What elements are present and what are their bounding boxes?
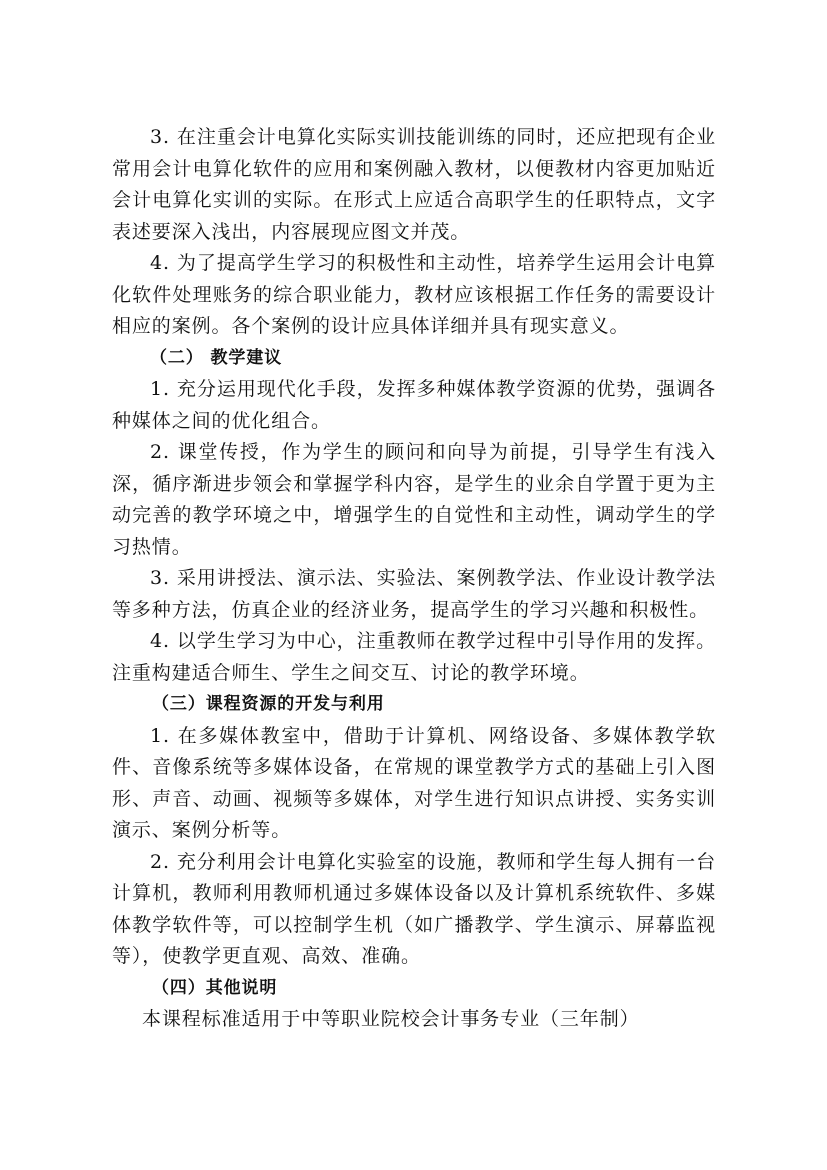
paragraph-teaching-1: 1. 充分运用现代化手段，发挥多种媒体教学资源的优势，强调各种媒体之间的优化组合。 <box>112 378 716 432</box>
paragraph-teaching-2: 2. 课堂传授，作为学生的顾问和向导为前提，引导学生有浅入深，循序渐进步领会和掌握学科内容，是学生的业余自学置于更为主动完善的教学环境之中，增强学生的自觉性和主动性，调动学生的学习热情。 <box>112 441 716 558</box>
section-heading-teaching-suggestions: （二） 教学建议 <box>150 347 283 368</box>
paragraph-teaching-3: 3. 采用讲授法、演示法、实验法、案例教学法、作业设计教学法等多种方法，仿真企业的经济业务，提高学生的学习兴趣和积极性。 <box>112 567 716 621</box>
paragraph-textbook-4: 4. 为了提高学生学习的积极性和主动性，培养学生运用会计电算化软件处理账务的综合职业能力，教材应该根据工作任务的需要设计相应的案例。各个案例的设计应具体详细并具有现实意义。 <box>112 252 716 337</box>
paragraph-resources-1: 1. 在多媒体教室中，借助于计算机、网络设备、多媒体教学软件、音像系统等多媒体设备，在常规的课堂教学方式的基础上引入图形、声音、动画、视频等多媒体，对学生进行知识点讲授、实务实训演示、案例分析等。 <box>112 724 716 841</box>
section-heading-course-resources: （三）课程资源的开发与利用 <box>152 694 385 714</box>
section-heading-other-notes: （四）其他说明 <box>152 977 278 998</box>
paragraph-teaching-4: 4. 以学生学习为中心，注重教师在教学过程中引导作用的发挥。注重构建适合师生、学生之间交互、讨论的教学环境。 <box>112 630 716 684</box>
document-body <box>112 122 716 1036</box>
paragraph-resources-2: 2. 充分利用会计电算化实验室的设施，教师和学生每人拥有一台计算机，教师利用教师机通过多媒体设备以及计算机系统软件、多媒体教学软件等，可以控制学生机（如广播教学、学生演示、屏幕监视等），使教学更直观、高效、准确。 <box>112 850 716 967</box>
paragraph-textbook-3: 3. 在注重会计电算化实际实训技能训练的同时，还应把现有企业常用会计电算化软件的应用和案例融入教材，以便教材内容更加贴近会计电算化实训的实际。在形式上应适合高职学生的任职特点，文字表述要深入浅出，内容展现应图文并茂。 <box>112 126 716 243</box>
closing-statement: 本课程标准适用于中等职业院校会计事务专业（三年制） <box>142 1008 640 1030</box>
